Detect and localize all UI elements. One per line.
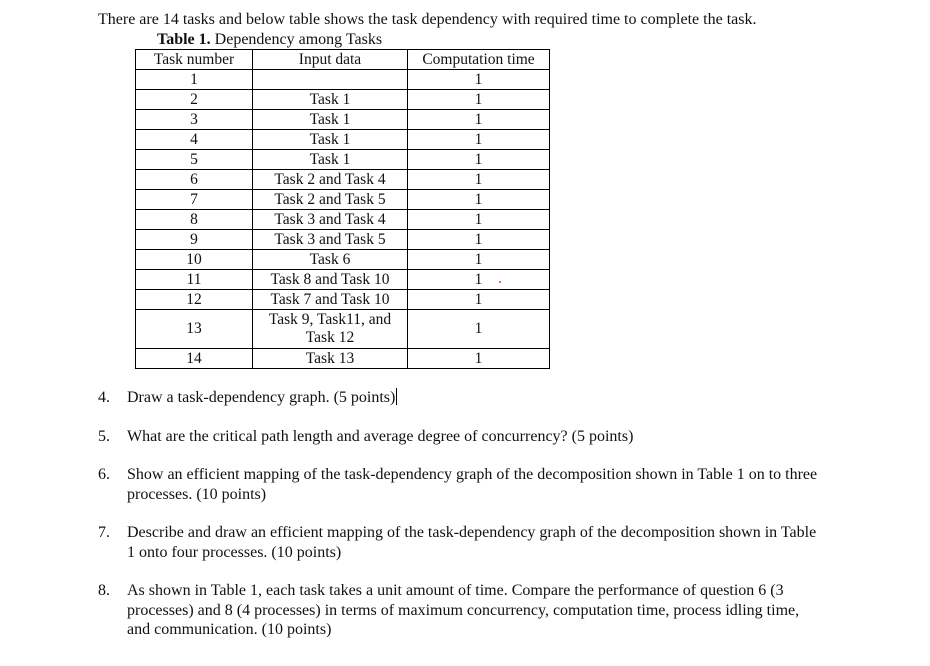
- input-data-cell: [253, 70, 408, 90]
- table-caption-text: Dependency among Tasks: [210, 31, 383, 48]
- input-data-cell: Task 9, Task11, and Task 12: [253, 310, 408, 349]
- table-row: [136, 230, 550, 250]
- input-data-cell: Task 1: [253, 150, 408, 170]
- question-number: 8.: [98, 582, 110, 599]
- task-number-cell: 10: [136, 250, 253, 270]
- header-task-number: Task number: [136, 50, 253, 70]
- task-number-cell: 12: [136, 290, 253, 310]
- computation-time-cell: 1: [408, 70, 550, 90]
- computation-time-cell: 1: [408, 349, 550, 369]
- input-data-cell: Task 2 and Task 5: [253, 190, 408, 210]
- computation-time-cell: 1: [408, 210, 550, 230]
- computation-time-cell: 1: [408, 170, 550, 190]
- input-data-cell: Task 1: [253, 110, 408, 130]
- task-number-cell: 8: [136, 210, 253, 230]
- stray-mark: [499, 281, 501, 283]
- question-text: What are the critical path length and average degree of concurrency? (5 points): [127, 428, 634, 445]
- task-number-cell: 9: [136, 230, 253, 250]
- question-6: [98, 465, 823, 504]
- table-row: [136, 190, 550, 210]
- task-number-cell: 7: [136, 190, 253, 210]
- question-8: [98, 581, 823, 640]
- header-computation-time: Computation time: [408, 50, 550, 70]
- table-row: [136, 290, 550, 310]
- question-4: [98, 388, 823, 408]
- input-data-cell: Task 13: [253, 349, 408, 369]
- question-7: [98, 523, 823, 562]
- question-text: As shown in Table 1, each task takes a unit amount of time. Compare the performance of question 6 (3 processes) and 8 (4 processes) in terms of maximum concurrency, computation time, process idling time, and communication. (10 points): [127, 582, 800, 638]
- task-number-cell: 11: [136, 270, 253, 290]
- table-row: [136, 310, 550, 349]
- question-5: [98, 427, 823, 447]
- input-data-cell: Task 7 and Task 10: [253, 290, 408, 310]
- computation-time-cell: 1: [408, 230, 550, 250]
- task-number-cell: 1: [136, 70, 253, 90]
- table-caption: [157, 30, 382, 50]
- question-text: Draw a task-dependency graph. (5 points): [127, 389, 396, 406]
- question-number: 5.: [98, 428, 110, 445]
- table-row: [136, 270, 550, 290]
- computation-time-cell: 1: [408, 290, 550, 310]
- computation-time-cell: 1: [408, 310, 550, 349]
- computation-time-cell: 1: [408, 90, 550, 110]
- table-caption-label: Table 1.: [157, 31, 211, 48]
- task-number-cell: 5: [136, 150, 253, 170]
- table-row: [136, 110, 550, 130]
- table-row: [136, 130, 550, 150]
- question-number: 4.: [98, 389, 110, 406]
- header-input-data: Input data: [253, 50, 408, 70]
- question-text: Describe and draw an efficient mapping of the task-dependency graph of the decomposition shown in Table 1 onto four processes. (10 points): [127, 524, 817, 561]
- computation-time-cell: 1: [408, 130, 550, 150]
- task-number-cell: 2: [136, 90, 253, 110]
- question-number: 6.: [98, 466, 110, 483]
- input-data-cell: Task 1: [253, 90, 408, 110]
- computation-time-cell: 1: [408, 250, 550, 270]
- task-number-cell: 4: [136, 130, 253, 150]
- table-row: [136, 90, 550, 110]
- input-data-cell: Task 2 and Task 4: [253, 170, 408, 190]
- task-number-cell: 3: [136, 110, 253, 130]
- computation-time-cell: 1: [408, 190, 550, 210]
- computation-time-cell: 1: [408, 150, 550, 170]
- dependency-table: [135, 49, 550, 369]
- input-data-cell: Task 8 and Task 10: [253, 270, 408, 290]
- question-number: 7.: [98, 524, 110, 541]
- table-row: [136, 250, 550, 270]
- input-data-cell: Task 3 and Task 5: [253, 230, 408, 250]
- table-row: [136, 170, 550, 190]
- input-data-cell: Task 3 and Task 4: [253, 210, 408, 230]
- task-number-cell: 6: [136, 170, 253, 190]
- table-row: [136, 210, 550, 230]
- computation-time-cell: 1: [408, 270, 550, 290]
- table-row: [136, 70, 550, 90]
- input-data-cell: Task 6: [253, 250, 408, 270]
- task-number-cell: 14: [136, 349, 253, 369]
- table-row: [136, 349, 550, 369]
- computation-time-cell: 1: [408, 110, 550, 130]
- input-data-cell: Task 1: [253, 130, 408, 150]
- task-number-cell: 13: [136, 310, 253, 349]
- text-cursor: [396, 388, 397, 405]
- question-text: Show an efficient mapping of the task-dependency graph of the decomposition shown in Table 1 on to three processes. (10 points): [127, 466, 818, 503]
- table-row: [136, 150, 550, 170]
- intro-text: There are 14 tasks and below table shows the task dependency with required time to complete the task.: [98, 11, 757, 28]
- table-header-row: [136, 50, 550, 70]
